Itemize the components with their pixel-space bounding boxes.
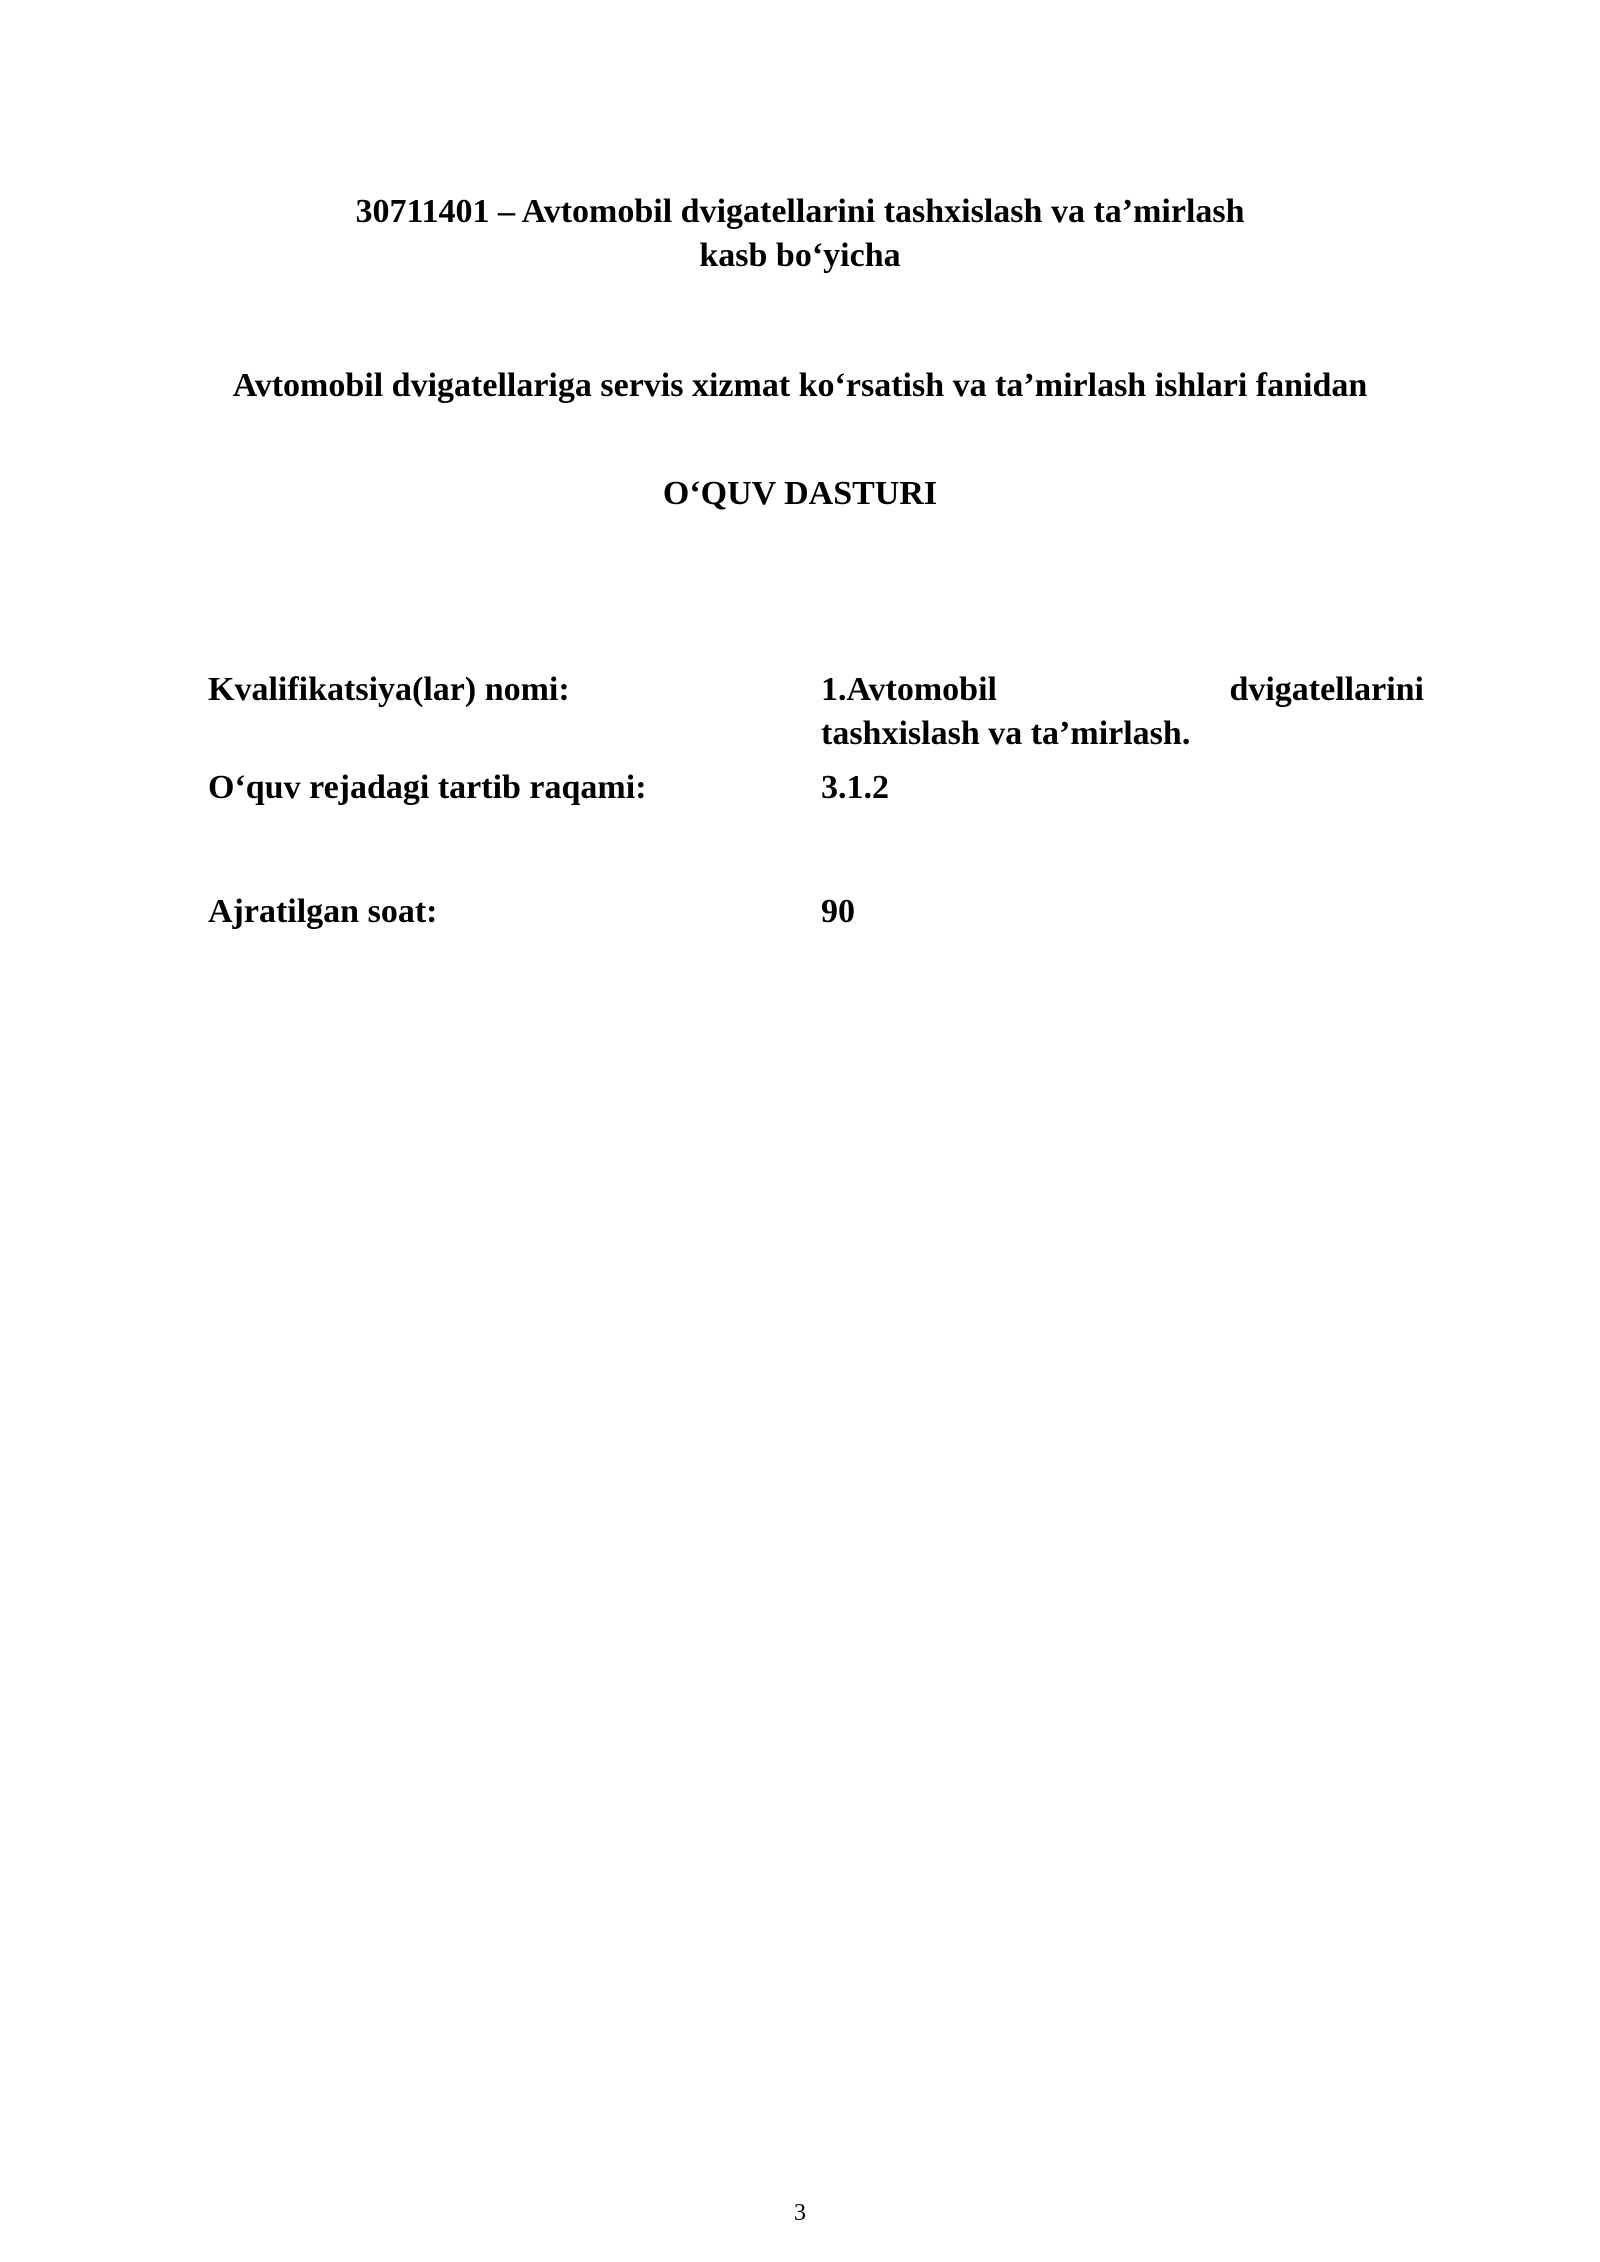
- profession-heading: [0, 190, 1600, 278]
- plan-number-label: O‘quv rejadagi tartib raqami:: [208, 769, 647, 806]
- subject-heading: Avtomobil dvigatellariga servis xizmat ko‘rsatish va ta’mirlash ishlari fanidan: [232, 367, 1368, 404]
- qualification-value-word1: 1.Avtomobil: [821, 671, 997, 708]
- qualification-label: Kvalifikatsiya(lar) nomi:: [208, 671, 570, 708]
- page-number: 3: [794, 2200, 806, 2226]
- profession-heading-line1: 30711401 – Avtomobil dvigatellarini tashxislash va ta’mirlash: [355, 193, 1245, 230]
- qualification-value-word2: dvigatellarini: [1229, 671, 1424, 708]
- document-title: O‘QUV DASTURI: [662, 475, 938, 512]
- hours-value: 90: [821, 893, 855, 930]
- profession-heading-line2: kasb bo‘yicha: [699, 237, 901, 274]
- qualification-value: [821, 668, 1424, 756]
- plan-number-value: 3.1.2: [821, 769, 889, 806]
- qualification-value-line2: tashxislash va ta’mirlash.: [821, 715, 1191, 752]
- hours-label: Ajratilgan soat:: [208, 893, 438, 930]
- qualification-value-line1: [821, 668, 1424, 712]
